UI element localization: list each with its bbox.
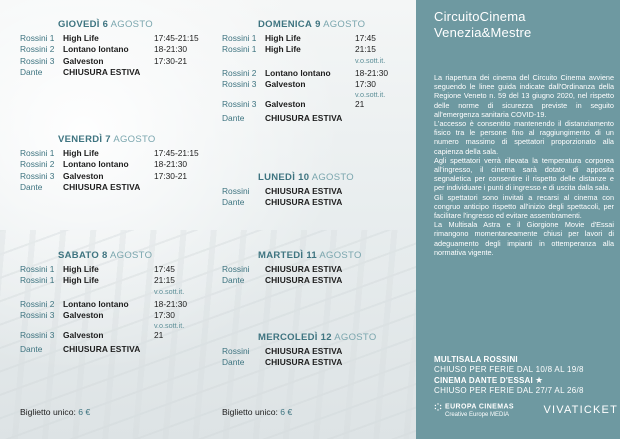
show-times: 21:15 [154, 275, 175, 286]
film-title: Lontano lontano [63, 159, 129, 170]
day-weekday: MARTEDÌ [258, 250, 304, 261]
show-times: 21:15 [355, 44, 376, 55]
original-version-note: v.o.sott.it. [355, 55, 386, 65]
day-number: 9 [315, 19, 321, 30]
original-version-note: v.o.sott.it. [355, 90, 386, 100]
price-info-1 [20, 407, 90, 417]
closure-row [20, 344, 200, 355]
screening-row [20, 171, 200, 182]
film-title: CHIUSURA ESTIVA [265, 197, 343, 208]
hall-name: Rossini 2 [20, 159, 55, 170]
day-title [20, 134, 200, 145]
film-title: CHIUSURA ESTIVA [265, 264, 343, 274]
closure-row [222, 357, 402, 368]
day-month: AGOSTO [323, 19, 366, 30]
day-number: 10 [298, 172, 310, 183]
brand-line-1: CircuitoCinema [434, 9, 526, 24]
day-number: 8 [102, 250, 108, 261]
safety-notice [434, 73, 614, 257]
closure-dates: CHIUSO PER FERIE DAL 27/7 AL 26/8 [434, 385, 584, 395]
hall-name: Rossini 1 [222, 33, 257, 43]
screening-row [20, 44, 200, 55]
hall-name: Rossini 1 [20, 264, 55, 274]
day-number: 12 [320, 332, 332, 343]
day-month: AGOSTO [113, 134, 156, 145]
film-title: High Life [63, 275, 99, 286]
day-title [20, 19, 200, 30]
day-block-mercoledi [222, 332, 402, 369]
show-times: 17:30 [154, 309, 175, 320]
show-times: 17:45-21:15 [154, 148, 199, 158]
notice-paragraph: La riapertura dei cinema del Circuito Cinema avviene seguendo le linee guida indicate dall'Ordinanza della Regione Veneto n. 59 del 13 giugno 2020, nel rispetto delle norme di sicurezza previste in seguito all'emergenza sanitaria COVID-19. [434, 73, 614, 119]
closure-name: CINEMA DANTE D'ESSAI [434, 376, 533, 385]
show-times: 21 [154, 330, 164, 341]
closure-row [222, 275, 402, 286]
day-month: AGOSTO [110, 250, 153, 261]
day-weekday: GIOVEDÌ [58, 19, 100, 30]
hall-name: Rossini [222, 186, 250, 196]
show-times: 17:45-21:15 [154, 33, 199, 43]
notice-paragraph: Agli spettatori verrà rilevata la temperatura corporea all'ingresso, il cinema sarà dotato di apposita segnaletica per consentire il rispetto delle distanze e per individuare i punti di ingresso e di uscita dalla sala. [434, 155, 614, 193]
original-version-note: v.o.sott.it. [154, 286, 185, 296]
film-title: Galveston [63, 330, 104, 341]
closure-dante [434, 376, 584, 395]
day-month: AGOSTO [319, 250, 362, 261]
day-weekday: VENERDÌ [58, 134, 103, 145]
film-title: Lontano lontano [63, 298, 129, 309]
film-title: High Life [265, 33, 301, 43]
screening-row [20, 299, 200, 310]
hall-name: Dante [20, 344, 43, 355]
film-title: Lontano lontano [63, 44, 129, 55]
day-block-martedi [222, 250, 402, 287]
price-label: Biglietto unico: [20, 407, 76, 417]
closure-row [20, 67, 200, 78]
screening-row [20, 330, 200, 341]
price-amount: 6 € [78, 407, 91, 417]
hall-name: Rossini 3 [222, 99, 257, 110]
show-times: 18-21:30 [355, 67, 389, 78]
brand-line-2: Venezia&Mestre [434, 25, 532, 40]
europa-cinemas-logo [434, 403, 514, 419]
hall-name: Dante [20, 181, 43, 192]
hall-name: Rossini 1 [20, 33, 55, 43]
film-title: CHIUSURA ESTIVA [63, 181, 141, 192]
hall-name: Rossini 3 [20, 309, 55, 320]
film-title: CHIUSURA ESTIVA [265, 346, 343, 356]
show-times: 17:45 [355, 33, 376, 43]
film-title: High Life [63, 33, 99, 43]
day-number: 11 [306, 250, 317, 261]
day-month: AGOSTO [334, 332, 377, 343]
screening-row [20, 159, 200, 170]
show-times: 17:30-21 [154, 55, 188, 66]
day-block-venerdi [20, 134, 200, 193]
price-info-2 [222, 407, 292, 417]
screening-row [20, 275, 200, 286]
film-title: High Life [63, 148, 99, 158]
day-number: 7 [105, 134, 111, 145]
screening-row [222, 44, 402, 55]
day-title [222, 250, 402, 261]
show-times: 18-21:30 [154, 159, 188, 170]
notice-paragraph: Gli spettatori sono invitati a recarsi al cinema con congruo anticipo rispetto all'inizio degli spettacoli, per facilitare l'ingresso ed evitare assembramenti. [434, 192, 614, 221]
day-month: AGOSTO [311, 172, 354, 183]
show-times: 17:30-21 [154, 170, 188, 181]
price-label: Biglietto unico: [222, 407, 278, 417]
notice-paragraph: L'accesso è consentito mantenendo il distanziamento fisico tra le persone fino al raggiungimento di un numero massimo di spettatori proporzionato alla capienza della sala. [434, 119, 614, 156]
day-title [222, 172, 402, 183]
hall-name: Dante [222, 197, 245, 208]
show-times: 21 [355, 99, 365, 110]
hall-name: Rossini 1 [222, 44, 257, 55]
hall-name: Dante [222, 275, 245, 286]
screening-row [20, 33, 200, 44]
price-amount: 6 € [280, 407, 293, 417]
film-title: CHIUSURA ESTIVA [63, 344, 141, 355]
film-title: CHIUSURA ESTIVA [265, 113, 343, 124]
notice-paragraph: La Multisala Astra e il Giorgione Movie d'Essai rimangono momentaneamente chiusi per lavori di adeguamento degli impianti in ottemperanza alla normativa vigente. [434, 220, 614, 257]
film-title: Lontano lontano [265, 67, 331, 78]
europa-stars-icon [434, 403, 442, 411]
film-title: CHIUSURA ESTIVA [63, 66, 141, 77]
hall-name: Rossini 2 [222, 67, 257, 78]
day-block-giovedi [20, 19, 200, 78]
film-title: Galveston [63, 170, 104, 181]
hall-name: Rossini 2 [20, 44, 55, 55]
closure-row [222, 113, 402, 124]
closure-dates: CHIUSO PER FERIE DAL 10/8 AL 19/8 [434, 364, 584, 374]
film-title: High Life [63, 264, 99, 274]
screening-row [222, 68, 402, 79]
day-number: 6 [102, 19, 109, 30]
hall-name: Rossini [222, 346, 250, 356]
film-title: Galveston [63, 55, 104, 66]
screening-row [222, 79, 402, 90]
hall-name: Dante [20, 66, 43, 77]
closure-name: MULTISALA ROSSINI [434, 355, 518, 364]
screening-row [20, 264, 200, 275]
day-block-sabato [20, 250, 200, 356]
film-title: High Life [265, 44, 301, 55]
europa-cinemas-subtext: Creative Europe MEDIA [445, 411, 510, 418]
closure-row [222, 346, 402, 357]
hall-name: Rossini 3 [222, 78, 257, 89]
hall-name: Rossini 3 [20, 170, 55, 181]
day-weekday: MERCOLEDÌ [258, 332, 318, 343]
day-block-domenica [222, 19, 402, 125]
show-times: 18-21:30 [154, 298, 188, 309]
film-title: Galveston [265, 99, 306, 110]
closure-row [222, 264, 402, 275]
hall-name: Rossini 3 [20, 330, 55, 341]
film-title: CHIUSURA ESTIVA [265, 186, 343, 196]
screening-row [20, 310, 200, 321]
closure-row [222, 197, 402, 208]
hall-name: Dante [222, 113, 245, 124]
day-title [20, 250, 200, 261]
day-title [222, 332, 402, 343]
screening-row [222, 99, 402, 110]
closure-row [222, 186, 402, 197]
show-times: 17:30 [355, 78, 376, 89]
day-weekday: DOMENICA [258, 19, 313, 30]
screening-row [20, 148, 200, 159]
hall-name: Dante [222, 357, 245, 368]
hall-name: Rossini [222, 264, 250, 274]
show-times: 17:45 [154, 264, 175, 274]
sponsor-logos [434, 403, 618, 425]
day-month: AGOSTO [110, 19, 153, 30]
day-weekday: LUNEDÌ [258, 172, 296, 183]
screening-row [222, 33, 402, 44]
star-icon: ★ [534, 375, 544, 385]
europa-cinemas-text: EUROPA CINEMAS [445, 403, 514, 411]
hall-name: Rossini 1 [20, 148, 55, 158]
day-block-lunedi [222, 172, 402, 209]
hall-name: Rossini 2 [20, 298, 55, 309]
film-title: Galveston [63, 309, 104, 320]
closure-row [20, 182, 200, 193]
closure-rossini [434, 355, 584, 374]
day-title [222, 19, 402, 30]
screening-row [20, 56, 200, 67]
vivaticket-logo: VIVATICKET [543, 404, 618, 416]
info-panel [416, 0, 620, 439]
day-weekday: SABATO [58, 250, 100, 261]
original-version-note: v.o.sott.it. [154, 321, 185, 331]
hall-name: Rossini 3 [20, 55, 55, 66]
film-title: CHIUSURA ESTIVA [265, 357, 343, 368]
show-times: 18-21:30 [154, 44, 188, 55]
brand-title [434, 9, 531, 41]
film-title: Galveston [265, 78, 306, 89]
film-title: CHIUSURA ESTIVA [265, 275, 343, 286]
hall-name: Rossini 1 [20, 275, 55, 286]
